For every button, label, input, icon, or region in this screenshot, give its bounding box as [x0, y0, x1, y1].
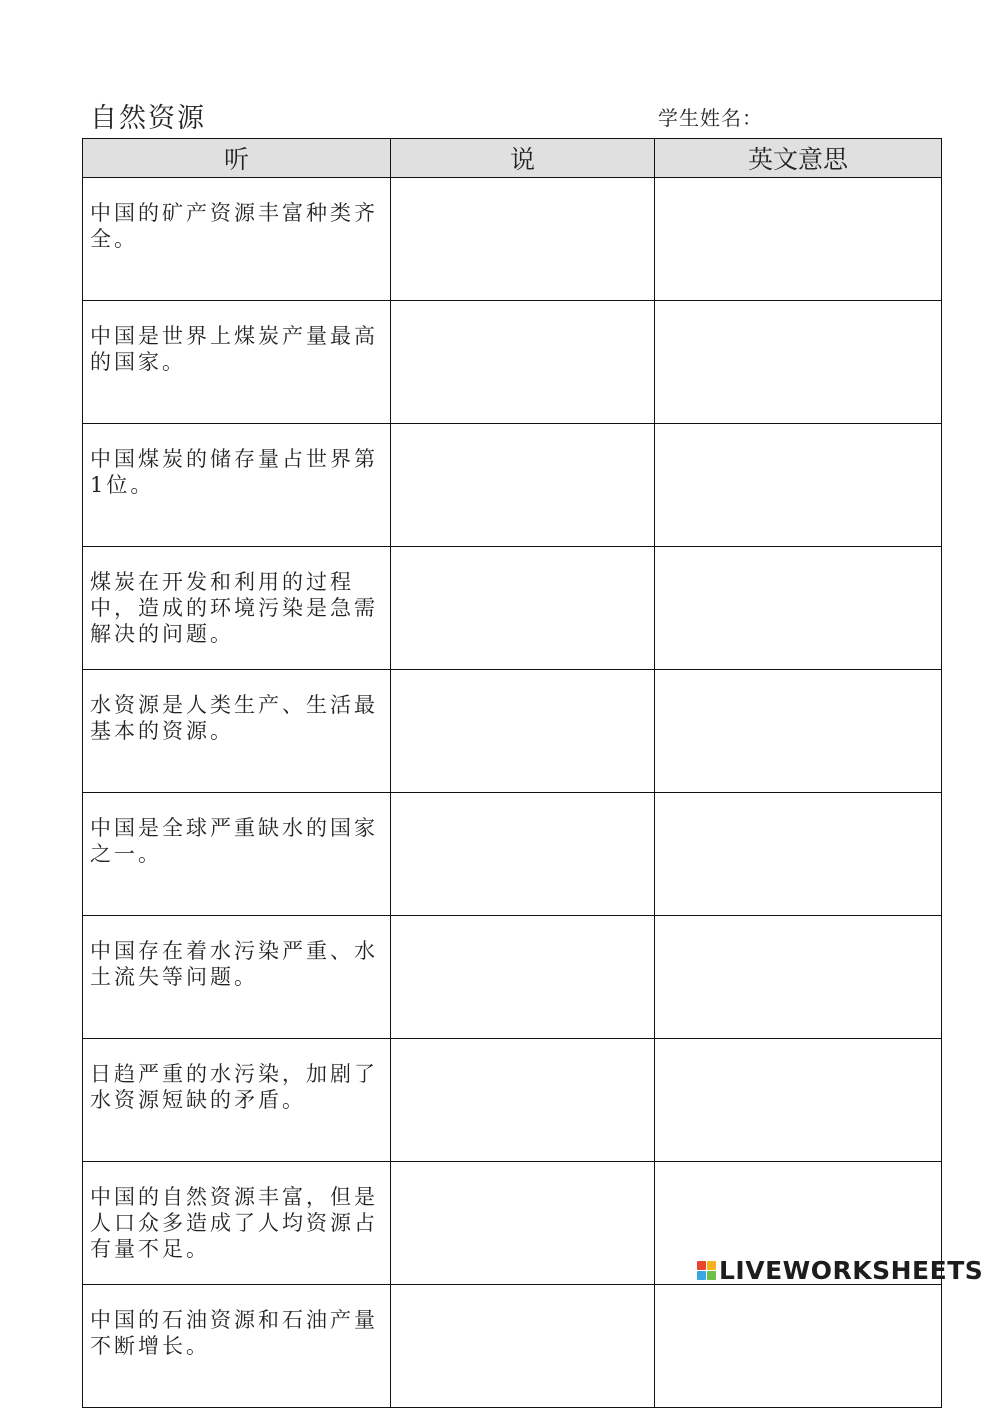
speak-cell[interactable] [391, 670, 655, 793]
english-meaning-cell[interactable] [655, 1039, 942, 1162]
speak-cell[interactable] [391, 1039, 655, 1162]
english-meaning-cell[interactable] [655, 916, 942, 1039]
table-row [83, 424, 942, 547]
english-meaning-cell[interactable] [655, 424, 942, 547]
worksheet-title: 自然资源 [90, 103, 206, 134]
table-row [83, 178, 942, 301]
english-meaning-cell[interactable] [655, 301, 942, 424]
column-header-speak: 说 [391, 139, 655, 178]
table-row [83, 670, 942, 793]
table-row [83, 793, 942, 916]
english-meaning-cell[interactable] [655, 1285, 942, 1408]
speak-cell[interactable] [391, 178, 655, 301]
logo-square-blue [697, 1271, 706, 1280]
speak-cell[interactable] [391, 1162, 655, 1285]
column-header-listen: 听 [83, 139, 391, 178]
table-row [83, 301, 942, 424]
table-row [83, 916, 942, 1039]
speak-cell[interactable] [391, 301, 655, 424]
speak-cell[interactable] [391, 793, 655, 916]
student-name-label: 学生姓名： [658, 106, 763, 130]
listen-cell: 中国的矿产资源丰富种类齐全。 [83, 178, 391, 301]
table-header-row [83, 139, 942, 178]
table-row [83, 547, 942, 670]
speak-cell[interactable] [391, 424, 655, 547]
speak-cell[interactable] [391, 547, 655, 670]
logo-square-green [707, 1271, 716, 1280]
listen-cell: 日趋严重的水污染，加剧了水资源短缺的矛盾。 [83, 1039, 391, 1162]
listen-cell: 中国是全球严重缺水的国家之一。 [83, 793, 391, 916]
listen-cell: 中国的自然资源丰富，但是人口众多造成了人均资源占有量不足。 [83, 1162, 391, 1285]
brand-text: LIVEWORKSHEETS [719, 1256, 984, 1285]
listen-cell: 中国的石油资源和石油产量不断增长。 [83, 1285, 391, 1408]
listen-cell: 中国煤炭的储存量占世界第1位。 [83, 424, 391, 547]
logo-square-yellow [707, 1261, 716, 1270]
liveworksheets-logo-icon [697, 1261, 716, 1280]
table-row [83, 1039, 942, 1162]
liveworksheets-brand [697, 1256, 983, 1285]
listen-cell: 中国存在着水污染严重、水土流失等问题。 [83, 916, 391, 1039]
logo-square-red [697, 1261, 706, 1270]
listen-cell: 中国是世界上煤炭产量最高的国家。 [83, 301, 391, 424]
english-meaning-cell[interactable] [655, 178, 942, 301]
speak-cell[interactable] [391, 916, 655, 1039]
english-meaning-cell[interactable] [655, 670, 942, 793]
english-meaning-cell[interactable] [655, 793, 942, 916]
table-row [83, 1285, 942, 1408]
listen-cell: 煤炭在开发和利用的过程中，造成的环境污染是急需解决的问题。 [83, 547, 391, 670]
speak-cell[interactable] [391, 1285, 655, 1408]
english-meaning-cell[interactable] [655, 547, 942, 670]
column-header-english-meaning: 英文意思 [655, 139, 942, 178]
listen-cell: 水资源是人类生产、生活最基本的资源。 [83, 670, 391, 793]
worksheet-table [82, 138, 942, 1408]
